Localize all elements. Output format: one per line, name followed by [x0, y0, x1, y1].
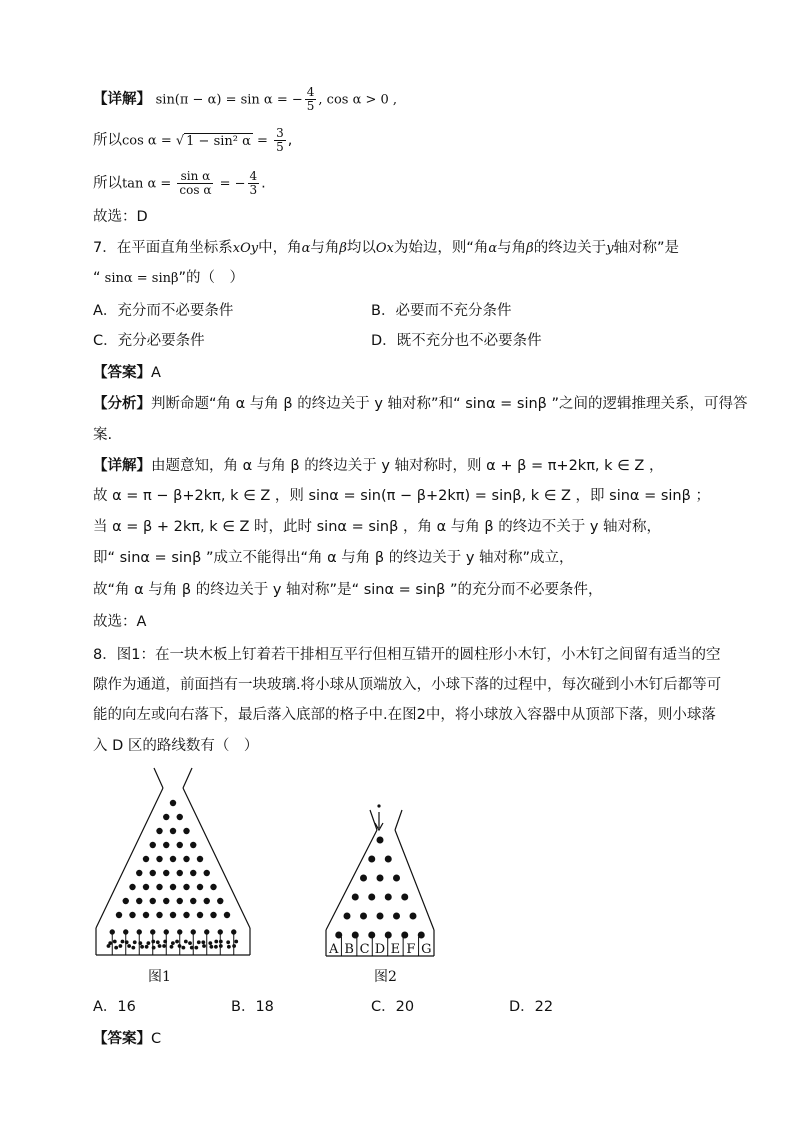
detail-line-1 — [93, 86, 397, 113]
peg — [116, 912, 122, 918]
peg — [377, 875, 384, 882]
sqrt: √ 1 − sin² α — [175, 133, 251, 149]
figure-2-caption: 图2 — [374, 969, 397, 985]
divider-top — [191, 930, 195, 934]
ball — [234, 940, 238, 944]
q7-stem-line-1: 7．在平面直角坐标系xOy中，角α与角β均以Ox为始边，则“角α与角β的终边关于y轴对称”是 — [93, 240, 680, 256]
ball — [145, 945, 149, 949]
peg — [197, 912, 203, 918]
ball — [188, 941, 192, 945]
q7-detail-line-3: 当 α = β + 2kπ, k ∈ Z 时，此时 sinα = sinβ ，角 α 与角 β 的终边不关于 y 轴对称， — [93, 519, 662, 535]
peg — [163, 898, 169, 904]
peg — [190, 898, 196, 904]
divider-top — [232, 930, 236, 934]
ball — [226, 940, 230, 944]
peg — [150, 842, 156, 848]
ball — [208, 941, 212, 945]
math-expr: , cos α > 0 , — [318, 92, 398, 108]
peg — [129, 884, 135, 890]
figure-1-galton-board — [93, 765, 253, 960]
peg — [377, 913, 384, 920]
divider-top — [151, 930, 155, 934]
peg — [170, 828, 176, 834]
peg — [393, 875, 400, 882]
peg — [156, 884, 162, 890]
ball — [227, 945, 231, 949]
ball — [178, 944, 182, 948]
math-expr: cos α = — [122, 133, 176, 149]
ball — [181, 946, 185, 950]
q8-stem-line-1: 8．图1：在一块木板上钉着若干排相互平行但相互错开的圆柱形小木钉，小木钉之间留有适当的空 — [93, 647, 721, 663]
q7-choice: 故选：A — [93, 614, 147, 630]
divider-top — [205, 930, 209, 934]
peg — [183, 884, 189, 890]
peg — [377, 837, 384, 844]
bin-label-a: A — [329, 942, 339, 957]
peg — [393, 913, 400, 920]
q7-detail-line-4: 即“ sinα = sinβ ”成立不能得出“角 α 与角 β 的终边关于 y 轴对称”成立， — [93, 550, 574, 566]
peg — [401, 932, 408, 939]
ball — [108, 941, 112, 945]
peg — [197, 884, 203, 890]
choice-d: 故选：D — [93, 209, 148, 225]
peg — [170, 856, 176, 862]
ball — [121, 940, 125, 944]
ball — [219, 940, 223, 944]
peg — [163, 870, 169, 876]
divider-top — [124, 930, 128, 934]
peg — [385, 894, 392, 901]
bin-label-e: E — [390, 942, 401, 957]
peg — [143, 884, 149, 890]
divider-top — [110, 930, 114, 934]
peg — [150, 898, 156, 904]
ball — [138, 941, 142, 945]
ball — [214, 945, 218, 949]
q7-option-b: B．必要而不充分条件 — [371, 303, 512, 319]
ball — [232, 944, 236, 948]
ball — [171, 941, 175, 945]
math-expr: = − — [215, 176, 246, 192]
q7-detail-line-2: 故 α = π − β+2kπ, k ∈ Z ，则 sinα = sin(π − β+2kπ) = sinβ, k ∈ Z ，即 sinα = sinβ ； — [93, 488, 710, 504]
fraction: $\frac{3}{5}$ — [276, 126, 284, 154]
divider-top — [137, 930, 141, 934]
detail-line-2 — [93, 127, 292, 154]
ball — [175, 940, 179, 944]
peg — [183, 856, 189, 862]
peg — [360, 875, 367, 882]
peg — [177, 814, 183, 820]
math-expr: sin(π − α) = sin α = − — [155, 92, 303, 108]
figure-2-galton-board — [320, 800, 440, 960]
peg — [190, 842, 196, 848]
q7-stem-line-2: “ sinα = sinβ”的（ ） — [93, 270, 245, 286]
q8-answer: 【答案】C — [93, 1031, 162, 1047]
ball — [127, 944, 131, 948]
ball — [170, 945, 174, 949]
math-expr: tan α = — [122, 176, 176, 192]
peg — [217, 898, 223, 904]
ball — [114, 946, 118, 950]
peg — [170, 800, 176, 806]
peg — [177, 898, 183, 904]
bin-label-b: B — [344, 942, 354, 957]
ball — [197, 940, 201, 944]
peg — [352, 894, 359, 901]
peg — [360, 913, 367, 920]
q7-detail-line-5: 故“角 α 与角 β 的终边关于 y 轴对称”是“ sinα = sinβ ”的充分而不必要条件， — [93, 582, 603, 598]
peg — [156, 856, 162, 862]
ball — [162, 944, 166, 948]
ball — [163, 940, 167, 944]
divider-top — [164, 930, 168, 934]
ball — [214, 940, 218, 944]
peg — [129, 912, 135, 918]
peg — [385, 856, 392, 863]
ball — [219, 944, 223, 948]
q7-option-c: C．充分必要条件 — [93, 333, 205, 349]
ball — [113, 940, 117, 944]
q7-detail-line-1: 【详解】由题意知，角 α 与角 β 的终边关于 y 轴对称时，则 α + β = π+2kπ, k ∈ Z ， — [93, 458, 664, 474]
q8-stem-line-4: 入 D 区的路线数有（ ） — [93, 738, 259, 754]
text: 所以 — [93, 175, 122, 192]
detail-line-3 — [93, 170, 266, 197]
peg — [368, 932, 375, 939]
divider-top — [178, 930, 182, 934]
peg — [177, 842, 183, 848]
peg — [197, 856, 203, 862]
ball — [151, 940, 155, 944]
ball — [209, 945, 213, 949]
ball — [202, 944, 206, 948]
q7-option-a: A．充分而不必要条件 — [93, 303, 234, 319]
bin-label-c: C — [359, 942, 370, 957]
detail-tag: 【详解】 — [93, 91, 151, 108]
ball — [131, 946, 135, 950]
peg — [136, 870, 142, 876]
peg — [410, 913, 417, 920]
fraction: $\frac{4}{5}$ — [306, 85, 315, 113]
peg — [385, 932, 392, 939]
peg — [177, 870, 183, 876]
q8-option-d: D．22 — [509, 999, 554, 1015]
ball — [140, 945, 144, 949]
bin-label-g: G — [421, 942, 432, 957]
ball — [146, 941, 150, 945]
fraction: $\frac{\text{sin α}}{\text{cos α}}$ — [179, 169, 212, 197]
peg — [136, 898, 142, 904]
peg — [143, 912, 149, 918]
peg — [210, 884, 216, 890]
ball — [190, 946, 194, 950]
peg — [368, 894, 375, 901]
ball — [118, 944, 122, 948]
peg — [224, 912, 230, 918]
divider-top — [218, 930, 222, 934]
ball — [125, 940, 129, 944]
peg — [204, 870, 210, 876]
peg — [352, 932, 359, 939]
text: . — [261, 175, 266, 192]
peg — [183, 912, 189, 918]
peg — [190, 870, 196, 876]
ball — [156, 940, 160, 944]
bin-label-f: F — [406, 942, 416, 957]
bin-label-d: D — [374, 942, 386, 957]
q8-stem-line-2: 隙作为通道，前面挡有一块玻璃.将小球从顶端放入，小球下落的过程中，每次碰到小木钉后都等可 — [93, 677, 722, 693]
ball — [152, 946, 156, 950]
peg — [170, 884, 176, 890]
q8-option-c: C．20 — [371, 999, 415, 1015]
ball — [133, 940, 137, 944]
math-expr: = — [252, 133, 273, 149]
q8-option-b: B．18 — [231, 999, 274, 1015]
text: , — [287, 132, 293, 149]
q8-option-a: A．16 — [93, 999, 136, 1015]
q7-option-d: D．既不充分也不必要条件 — [371, 333, 542, 349]
q7-analysis-line-1: 【分析】判断命题“角 α 与角 β 的终边关于 y 轴对称”和“ sinα = sinβ ”之间的逻辑推理关系，可得答 — [93, 396, 748, 412]
peg — [170, 912, 176, 918]
peg — [150, 870, 156, 876]
peg — [163, 814, 169, 820]
peg — [344, 913, 351, 920]
ball — [184, 940, 188, 944]
peg — [401, 894, 408, 901]
peg — [163, 842, 169, 848]
peg — [368, 856, 375, 863]
peg — [183, 828, 189, 834]
peg — [156, 912, 162, 918]
q7-analysis-line-2: 案. — [93, 427, 113, 443]
q7-answer: 【答案】A — [93, 365, 161, 381]
peg — [204, 898, 210, 904]
ball — [158, 944, 162, 948]
fraction: $\frac{4}{3}$ — [249, 169, 258, 197]
peg — [123, 898, 129, 904]
ball — [194, 946, 198, 950]
figure-1-caption: 图1 — [148, 969, 171, 985]
ball — [201, 940, 205, 944]
peg — [156, 828, 162, 834]
q8-stem-line-3: 能的向左或向右落下，最后落入底部的格子中.在图2中，将小球放入容器中从顶部下落，则小球落 — [93, 707, 716, 723]
peg — [143, 856, 149, 862]
text: 所以 — [93, 132, 122, 149]
peg — [210, 912, 216, 918]
